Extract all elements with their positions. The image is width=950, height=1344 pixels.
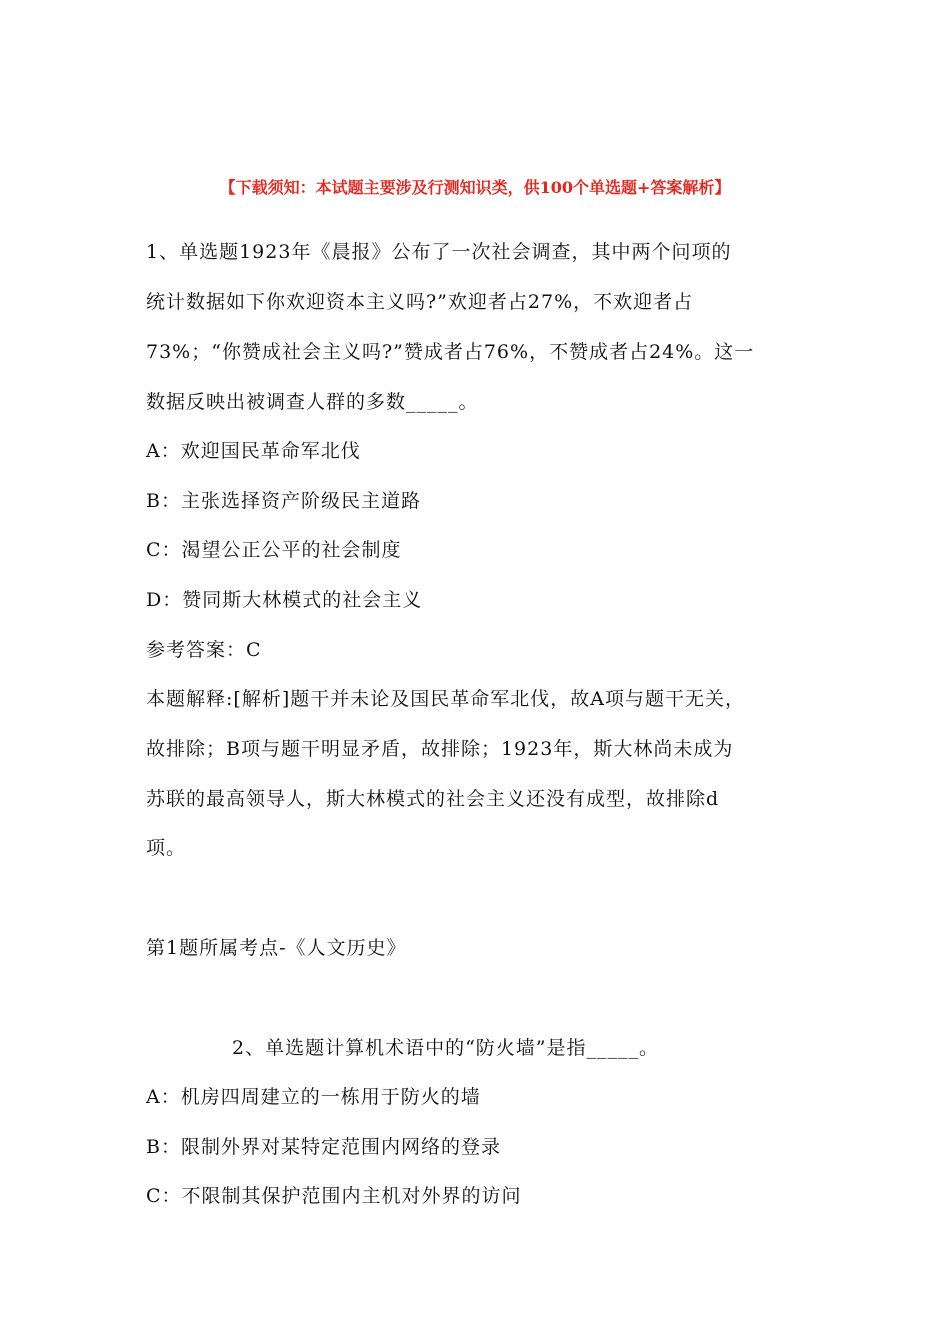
q1-stem-line-1: 1、单选题1923年《晨报》公布了一次社会调查，其中两个问项的: [146, 241, 732, 263]
download-notice: 【下载须知：本试题主要涉及行测知识类，供100个单选题+答案解析】: [219, 178, 731, 197]
q1-stem-line-4: 数据反映出被调查人群的多数_____。: [146, 391, 479, 413]
q1-option-d: D：赞同斯大林模式的社会主义: [146, 589, 423, 611]
q1-explanation-line-3: 苏联的最高领导人，斯大林模式的社会主义还没有成型，故排除d: [146, 788, 720, 810]
q1-stem-line-2: 统计数据如下你欢迎资本主义吗?”欢迎者占27%，不欢迎者占: [146, 291, 694, 313]
q1-option-a: A：欢迎国民革命军北伐: [146, 440, 361, 462]
q1-stem-line-3: 73%；“你赞成社会主义吗?”赞成者占76%，不赞成者占24%。这一: [146, 341, 755, 363]
q1-option-b: B：主张选择资产阶级民主道路: [146, 490, 421, 512]
q1-topic: 第1题所属考点-《人文历史》: [146, 937, 407, 959]
q1-explanation-line-4: 项。: [146, 837, 187, 859]
q2-option-b: B：限制外界对某特定范围内网络的登录: [146, 1136, 501, 1158]
q1-option-c: C：渴望公正公平的社会制度: [146, 539, 402, 561]
q2-option-c: C：不限制其保护范围内主机对外界的访问: [146, 1185, 522, 1207]
q2-option-a: A：机房四周建立的一栋用于防火的墙: [146, 1086, 481, 1108]
q2-stem: 2、单选题计算机术语中的“防火墙”是指_____。: [232, 1037, 660, 1059]
q1-explanation-line-2: 故排除；B项与题干明显矛盾，故排除；1923年，斯大林尚未成为: [146, 738, 734, 760]
q1-explanation-line-1: 本题解释:[解析]题干并未论及国民革命军北伐，故A项与题干无关，: [146, 688, 745, 710]
q1-answer: 参考答案：C: [146, 639, 262, 661]
